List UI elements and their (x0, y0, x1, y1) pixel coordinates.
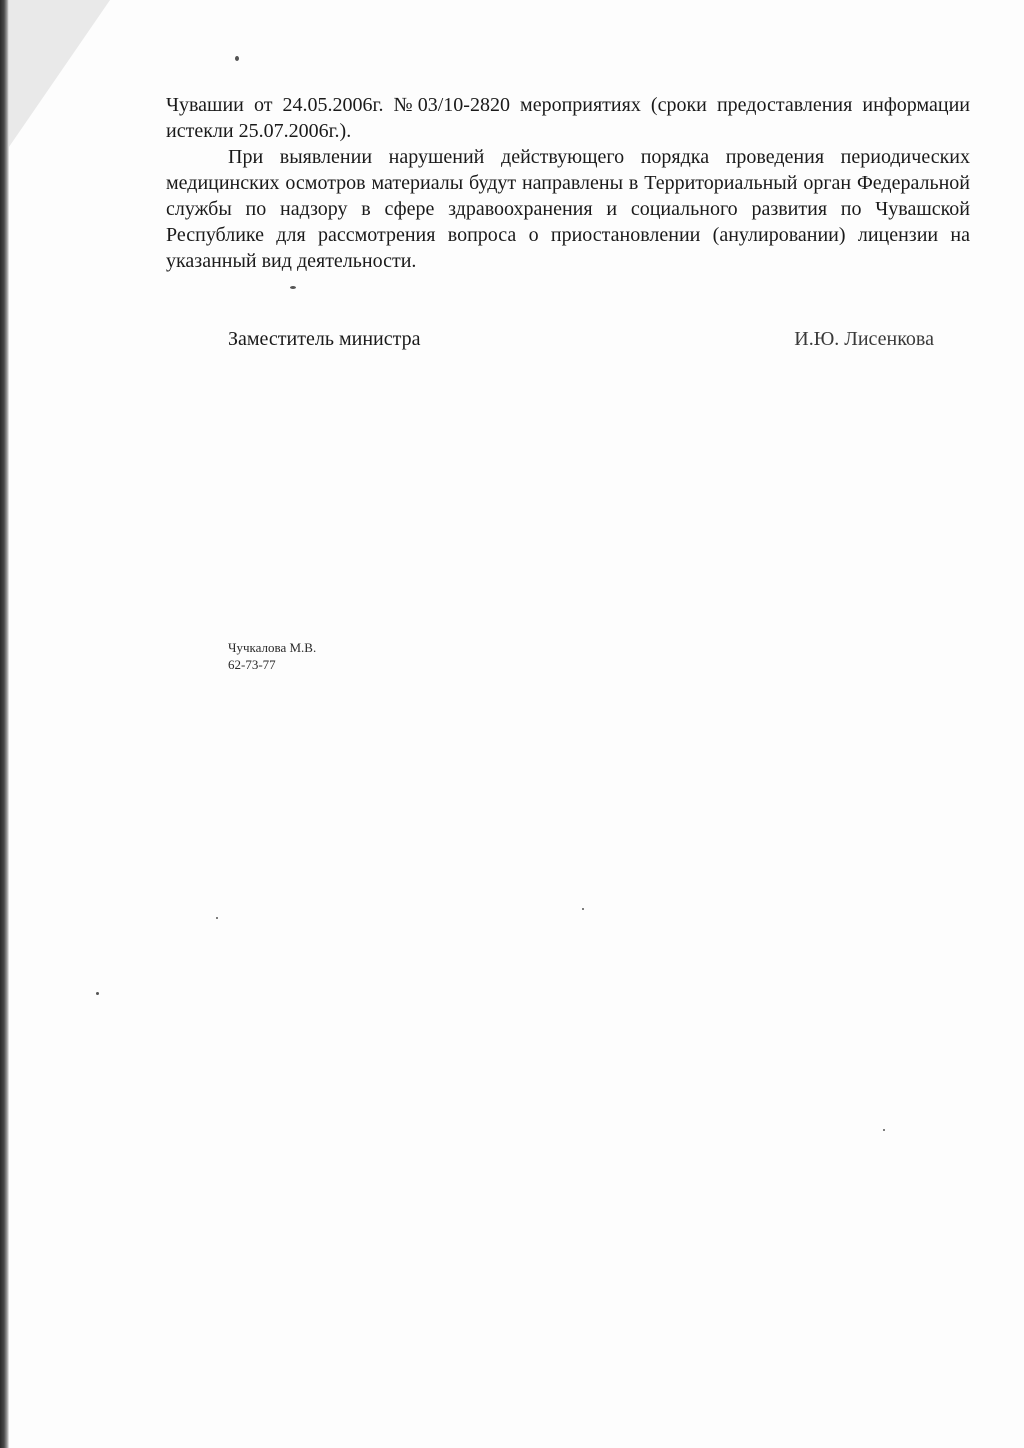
executor-phone: 62-73-77 (228, 657, 276, 672)
folded-corner (0, 0, 110, 160)
scan-speck (582, 908, 584, 910)
paragraph-continuation: Чувашии от 24.05.2006г. №03/10-2820 мероприятиях (сроки предоставления информации истекли 25.07.2006г.). (166, 94, 970, 142)
scan-speck (235, 56, 239, 61)
scan-edge (0, 0, 9, 1448)
scan-speck (290, 286, 296, 289)
signatory-name: И.Ю. Лисенкова (794, 328, 934, 350)
scan-speck (883, 1129, 885, 1131)
signature-block (228, 326, 934, 352)
executor-info (228, 639, 316, 673)
signatory-title: Заместитель министра (228, 328, 421, 350)
paragraph-violations: При выявлении нарушений действующего порядка проведения периодических медицинских осмотров материалы будут направлены в Территориальный орган Федеральной службы по надзору в сфере здравоохранения и социального развития по Чувашской Республике для рассмотрения вопроса о приостановлении (анулировании) лицензии на указанный вид деятельности. (166, 146, 970, 272)
executor-name: Чучкалова М.В. (228, 640, 317, 655)
letter-body (166, 92, 970, 274)
scan-speck (96, 992, 99, 995)
scan-speck (216, 917, 218, 919)
